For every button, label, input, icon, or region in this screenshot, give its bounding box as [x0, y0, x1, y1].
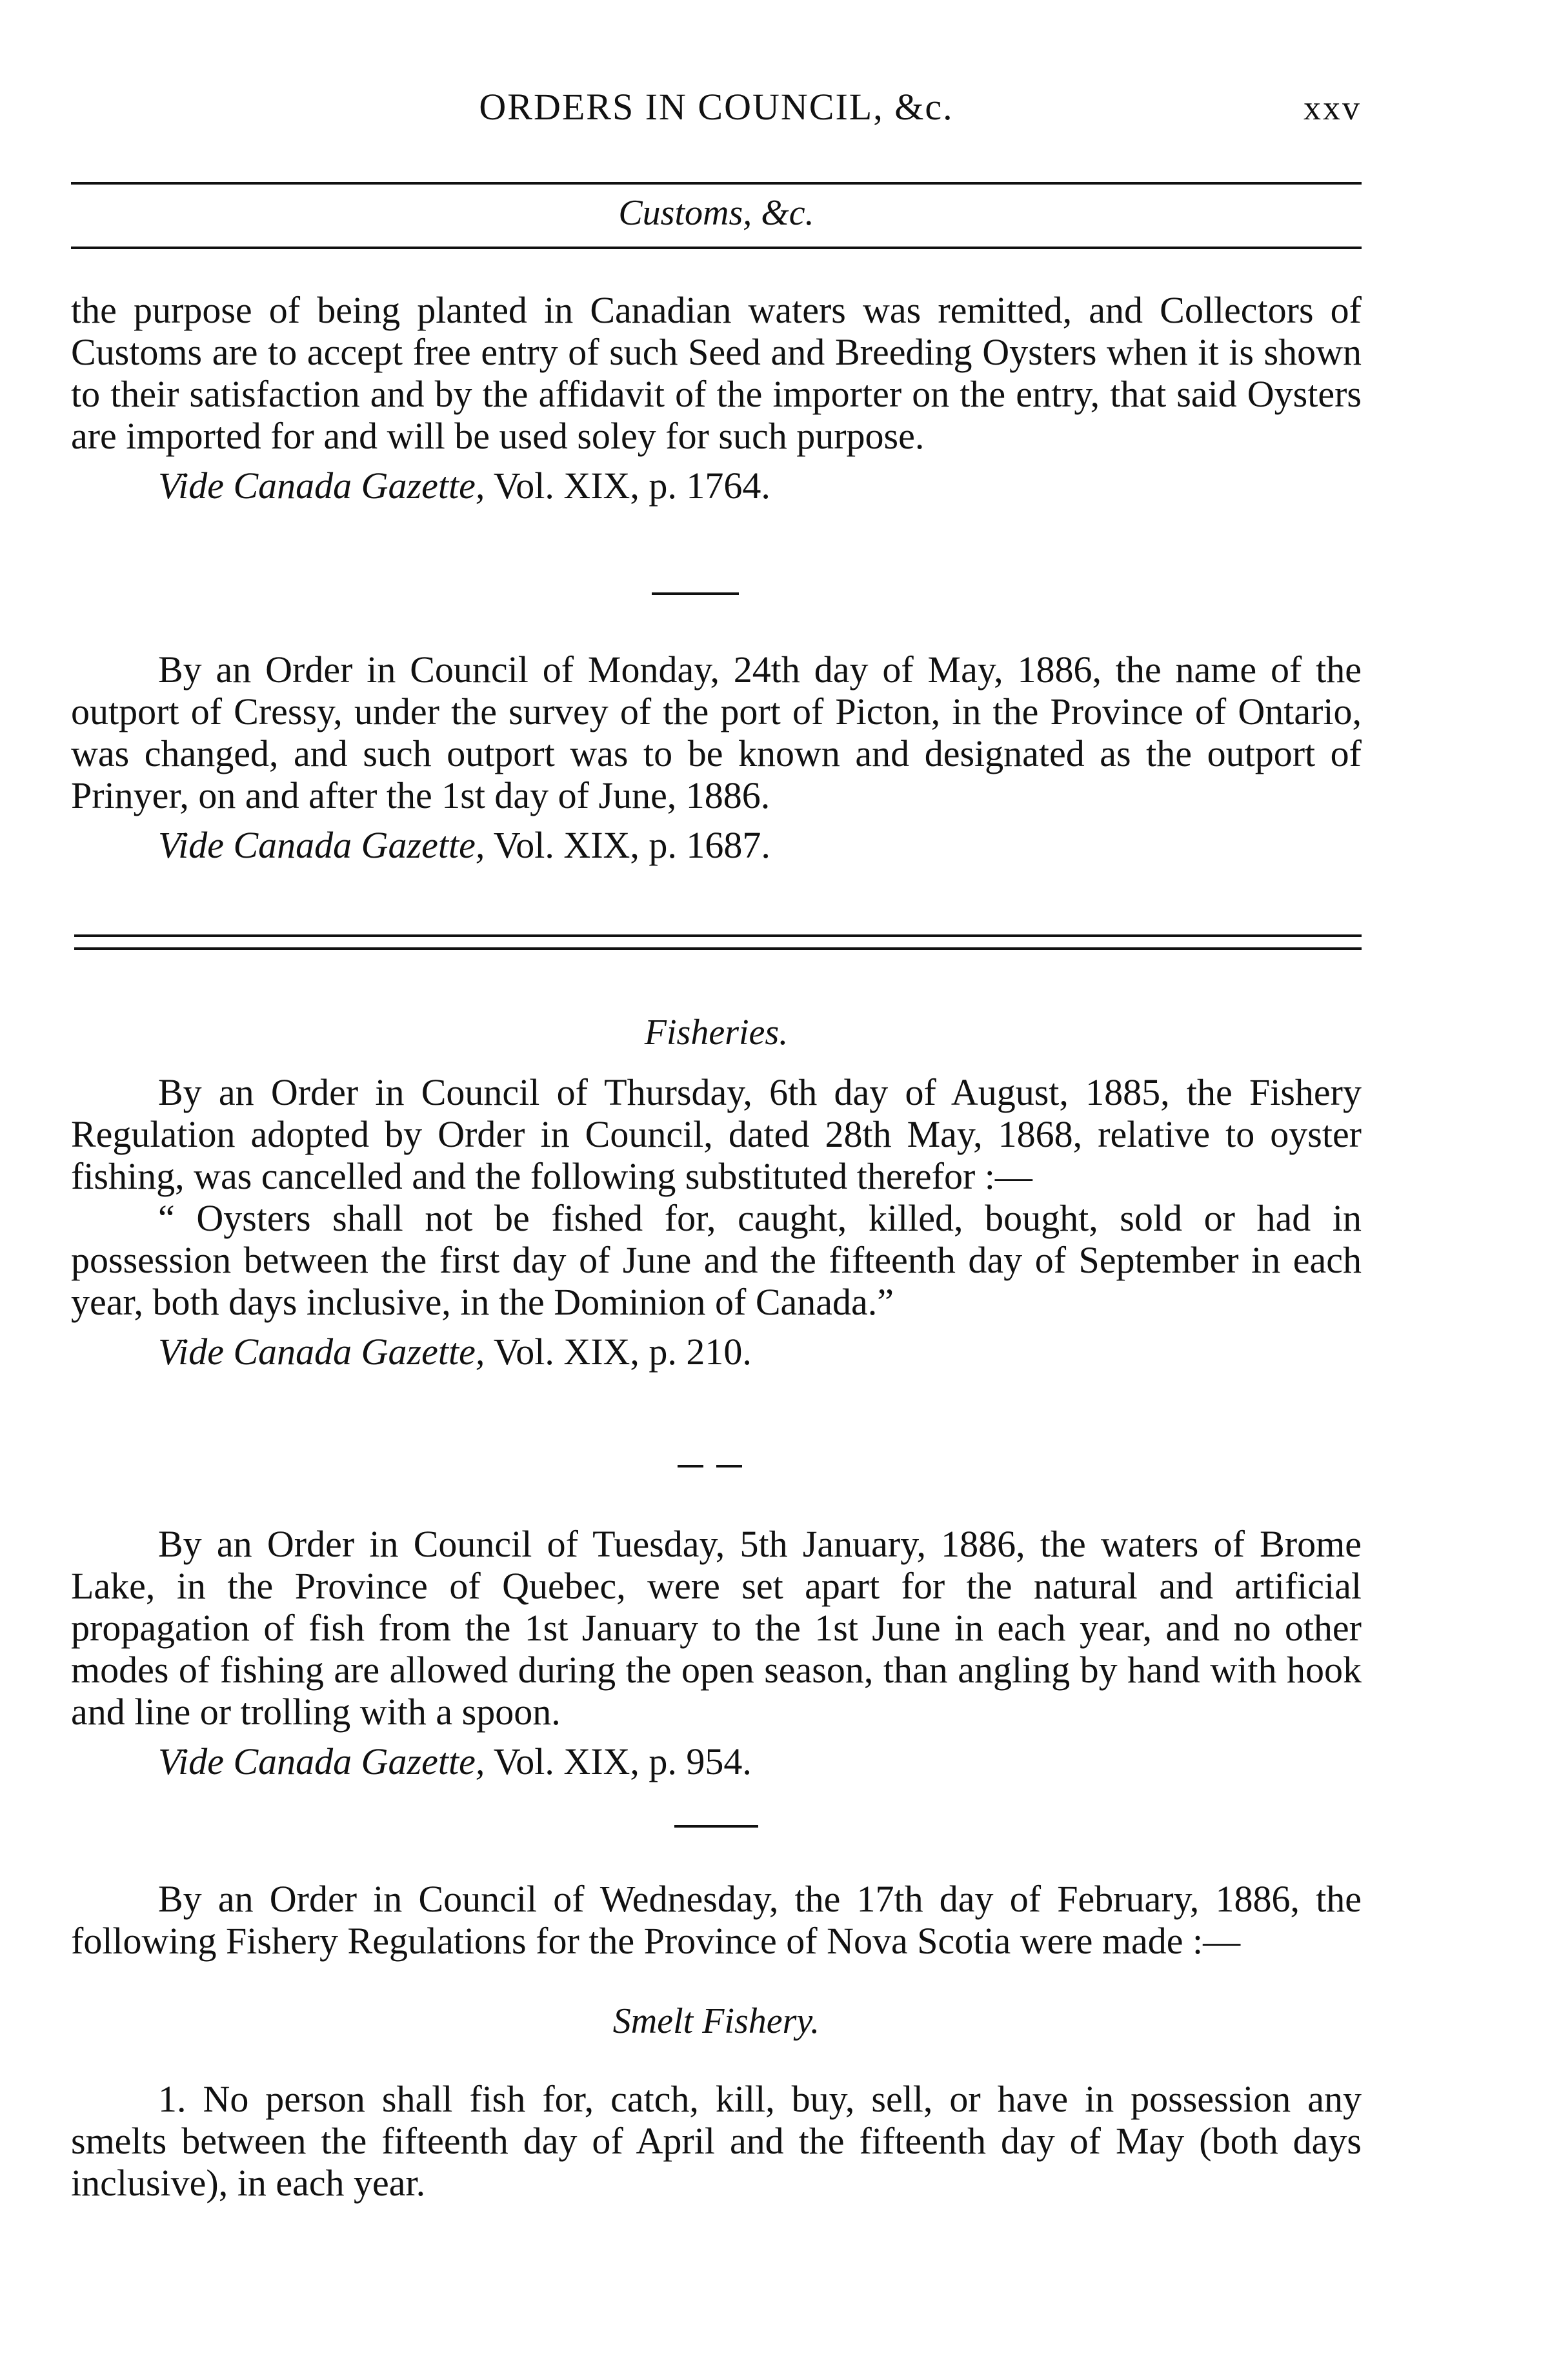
gazette-reference — [71, 1740, 1362, 1782]
page-number: xxv — [1303, 88, 1362, 127]
section-separator — [674, 1825, 758, 1828]
paragraph-text: By an Order in Council of Monday, 24th day of May, 1886, the name of the outport of Cressy, under the survey of the port of Picton, in the Province of Ontario, was changed, and such outport was to be known and designated as the outport of Prinyer, on and after the 1st day of June, 1886. — [71, 649, 1362, 816]
gazette-reference-volume: Vol. XIX, p. 1764. — [485, 465, 770, 507]
section-heading-customs: Customs, &c. — [618, 193, 814, 233]
paragraph-text: By an Order in Council of Thursday, 6th day of August, 1885, the Fishery Regulation adopted by Order in Council, dated 28th May, 1868, relative to oyster fishing, was cancelled and the following substituted therefor :— — [71, 1071, 1362, 1197]
section-separator — [652, 592, 739, 595]
header-rule-bottom — [71, 247, 1362, 249]
gazette-reference-title: Vide Canada Gazette, — [158, 824, 485, 866]
paragraph-cressy-outport — [71, 649, 1362, 866]
gazette-reference-volume: Vol. XIX, p. 210. — [485, 1331, 752, 1373]
double-rule-separator — [74, 934, 1362, 950]
paragraph-customs-continuation — [71, 289, 1362, 507]
paragraph-text: the purpose of being planted in Canadian waters was remitted, and Collectors of Customs are to accept free entry of such Seed and Breeding Oysters when it is shown to their satisfaction and by the affidavit of the importer on the entry, that said Oysters are imported for and will be used soley for such purpose. — [71, 289, 1362, 457]
section-heading-smelt-fishery: Smelt Fishery. — [612, 2001, 820, 2041]
running-header — [71, 85, 1362, 137]
paragraph-nova-scotia-regulations — [71, 1878, 1362, 1962]
gazette-reference — [71, 465, 1362, 507]
quoted-regulation: “ Oysters shall not be fished for, caught, killed, bought, sold or had in possession between the first day of June and the fifteenth day of September in each year, both days inclusive, in the Dominion of Canada.” — [71, 1197, 1362, 1323]
gazette-reference-volume: Vol. XIX, p. 1687. — [485, 824, 770, 866]
running-title: ORDERS IN COUNCIL, &c. — [479, 86, 954, 128]
gazette-reference-volume: Vol. XIX, p. 954. — [485, 1740, 752, 1782]
header-rule-top — [71, 182, 1362, 185]
gazette-reference-title: Vide Canada Gazette, — [158, 465, 485, 507]
gazette-reference — [71, 1331, 1362, 1373]
paragraph-oyster-fishing — [71, 1071, 1362, 1373]
section-separator — [716, 1465, 742, 1467]
gazette-reference — [71, 824, 1362, 866]
paragraph-smelt-rule-1 — [71, 2078, 1362, 2204]
paragraph-brome-lake — [71, 1523, 1362, 1782]
paragraph-text: By an Order in Council of Wednesday, the 17th day of February, 1886, the following Fishery Regulations for the Province of Nova Scotia were made :— — [71, 1878, 1362, 1962]
section-separator — [678, 1465, 703, 1467]
gazette-reference-title: Vide Canada Gazette, — [158, 1331, 485, 1373]
paragraph-text: By an Order in Council of Tuesday, 5th January, 1886, the waters of Brome Lake, in the Province of Quebec, were set apart for the natural and artificial propagation of fish from the 1st January to the 1st June in each year, and no other modes of fishing are allowed during the open season, than angling by hand with hook and line or trolling with a spoon. — [71, 1523, 1362, 1733]
gazette-reference-title: Vide Canada Gazette, — [158, 1740, 485, 1782]
section-heading-fisheries: Fisheries. — [644, 1013, 789, 1053]
paragraph-text: 1. No person shall fish for, catch, kill, buy, sell, or have in possession any smelts between the fifteenth day of April and the fifteenth day of May (both days inclusive), in each year. — [71, 2078, 1362, 2204]
